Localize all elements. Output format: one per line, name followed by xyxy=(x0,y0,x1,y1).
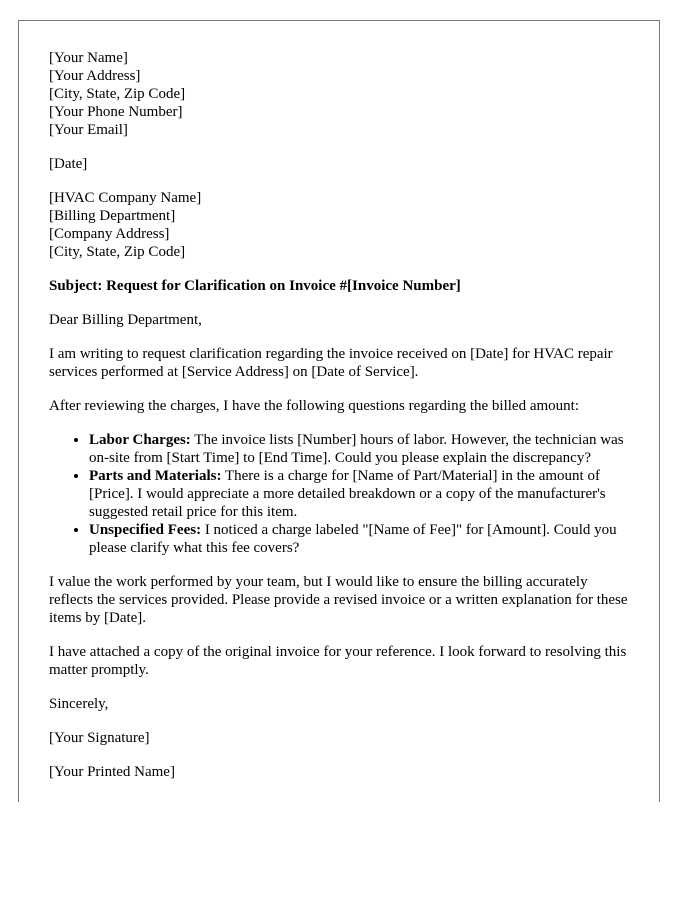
recipient-company: [HVAC Company Name] xyxy=(49,190,202,206)
questions-list xyxy=(49,431,629,557)
list-item-text: I noticed a charge labeled "[Name of Fee]" for [Amount]. Could you please clarify what this fee covers? xyxy=(89,522,617,556)
letter-date: [Date] xyxy=(49,156,88,172)
body-paragraph-3: I value the work performed by your team, but I would like to ensure the billing accurately reflects the services provided. Please provide a revised invoice or a written explanation for these items by [Date]. xyxy=(49,574,628,626)
list-item-labor xyxy=(89,431,629,467)
recipient-department: [Billing Department] xyxy=(49,208,176,224)
recipient-block xyxy=(49,189,629,261)
list-item-text: The invoice lists [Number] hours of labor. However, the technician was on-site from [Start Time] to [End Time]. Could you please explain the discrepancy? xyxy=(89,432,624,466)
subject-line: Subject: Request for Clarification on Invoice #[Invoice Number] xyxy=(49,278,461,294)
list-item-label: Labor Charges: xyxy=(89,432,191,448)
list-item-parts xyxy=(89,467,629,521)
sender-email: [Your Email] xyxy=(49,122,128,138)
list-item-label: Unspecified Fees: xyxy=(89,522,202,538)
body-paragraph-2: After reviewing the charges, I have the following questions regarding the billed amount: xyxy=(49,398,579,414)
body-paragraph-4: I have attached a copy of the original invoice for your reference. I look forward to resolving this matter promptly. xyxy=(49,644,627,678)
printed-name: [Your Printed Name] xyxy=(49,764,175,780)
sender-name: [Your Name] xyxy=(49,50,128,66)
list-item-text: There is a charge for [Name of Part/Material] in the amount of [Price]. I would appreciate a more detailed breakdown or a copy of the manufacturer's suggested retail price for this item. xyxy=(89,468,606,520)
sender-block xyxy=(49,49,629,139)
sender-city: [City, State, Zip Code] xyxy=(49,86,186,102)
sender-address: [Your Address] xyxy=(49,68,141,84)
closing: Sincerely, xyxy=(49,696,109,712)
signature: [Your Signature] xyxy=(49,730,150,746)
recipient-city: [City, State, Zip Code] xyxy=(49,244,186,260)
salutation: Dear Billing Department, xyxy=(49,312,202,328)
recipient-address: [Company Address] xyxy=(49,226,170,242)
list-item-label: Parts and Materials: xyxy=(89,468,222,484)
letter-page xyxy=(18,20,660,802)
body-paragraph-1: I am writing to request clarification regarding the invoice received on [Date] for HVAC repair services performed at [Service Address] on [Date of Service]. xyxy=(49,346,613,380)
sender-phone: [Your Phone Number] xyxy=(49,104,183,120)
list-item-fees xyxy=(89,521,629,557)
